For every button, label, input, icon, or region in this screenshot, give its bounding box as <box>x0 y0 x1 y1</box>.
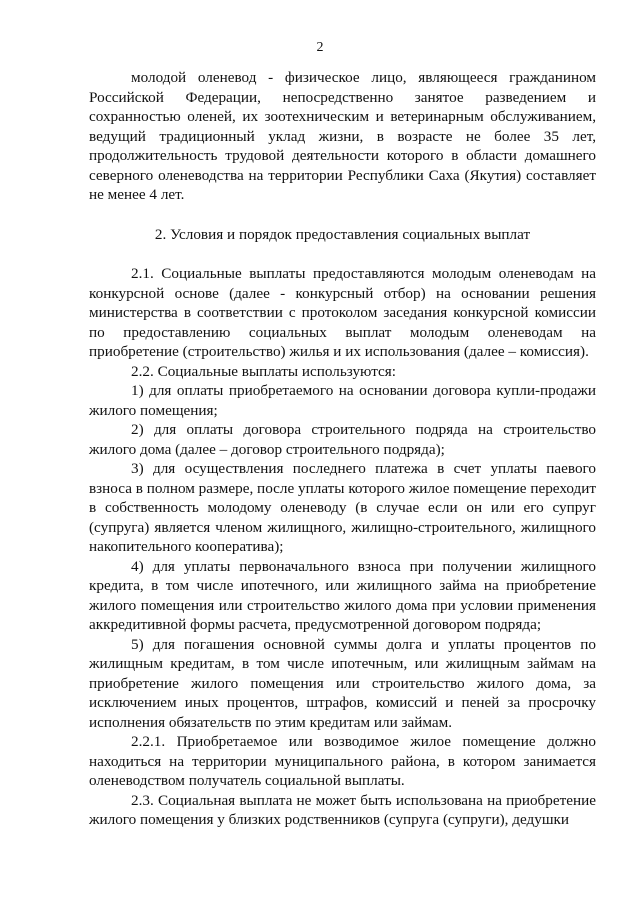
paragraph-2-2-1: 2.2.1. Приобретаемое или возводимое жилое помещение должно находиться на территории муниципального района, в котором занимается оленеводством получатель социальной выплаты. <box>89 733 596 789</box>
paragraph-2-1: 2.1. Социальные выплаты предоставляются молодым оленеводам на конкурсной основе (далее - конкурсный отбор) на основании решения министерства в соответствии с протоколом заседания конкурсной комиссии по предоставлению социальных выплат молодым оленеводам на приобретение (строительство) жилья и их использования (далее – комиссия). <box>89 265 596 360</box>
list-item-3: 3) для осуществления последнего платежа в счет уплаты паевого взноса в полном размере, после уплаты которого жилое помещение переходит в собственность молодому оленеводу (в случае если он или его супруг (супруга) является членом жилищного, жилищно-строительного, жилищного накопительного кооператива); <box>89 460 596 555</box>
paragraph-2-3: 2.3. Социальная выплата не может быть использована на приобретение жилого помещения у близких родственников (супруга (супруги), дедушки <box>89 791 596 828</box>
list-item-5: 5) для погашения основной суммы долга и уплаты процентов по жилищным кредитам, в том числе ипотечным, или жилищным займам на приобретение жилого помещения или строительство жилого дома, за исключением иных процентов, штрафов, комиссий и пеней за просрочку исполнения обязательств по этим кредитам или займам. <box>89 635 596 731</box>
intro-paragraph: молодой оленевод - физическое лицо, являющееся гражданином Российской Федерации, непосредственно занятое разведением и сохранностью оленей, их зоотехническим и ветеринарным обслуживанием, ведущий традиционный уклад жизни, в возрасте не более 35 лет, продолжительность трудовой деятельности которого в области домашнего северного оленеводства на территории Республики Саха (Якутия) составляет не менее 4 лет. <box>89 69 596 203</box>
section-heading: 2. Условия и порядок предоставления социальных выплат <box>154 226 531 243</box>
paragraph-2-2: 2.2. Социальные выплаты используются: <box>131 362 396 380</box>
section-body <box>89 264 596 830</box>
intro-block <box>89 68 596 205</box>
list-item-4: 4) для уплаты первоначального взноса при получении жилищного кредита, в том числе ипотечного, или жилищного займа на приобретение жилого помещения или строительство жилого дома при условии применения аккредитивной формы расчета, предусмотренной договором подряда; <box>89 557 596 633</box>
list-item-2: 2) для оплаты договора строительного подряда на строительство жилого дома (далее – договор строительного подряда); <box>89 421 596 458</box>
list-item-1: 1) для оплаты приобретаемого на основании договора купли-продажи жилого помещения; <box>89 382 596 419</box>
page-number: 2 <box>316 40 324 55</box>
